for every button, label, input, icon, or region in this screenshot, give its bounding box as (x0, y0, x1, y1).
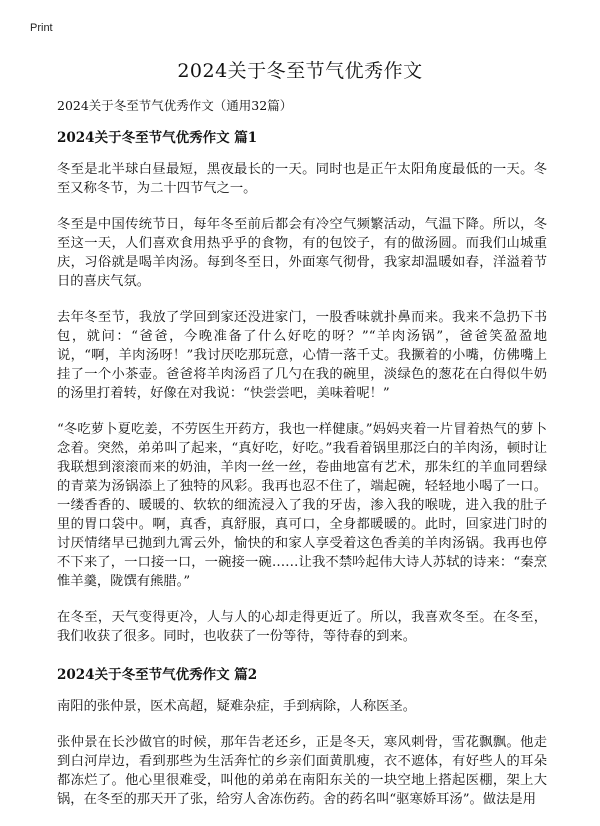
paragraph: 去年冬至节，我放了学回到家还没进家门，一股香味就扑鼻而来。我来不急扔下书包，就问：“爸爸，今晚准备了什么好吃的呀？”“羊肉汤锅”，爸爸笑盈盈地说，“啊，羊肉汤呀！”我讨厌吃那玩意，心情一落千丈。我撅着的小嘴，仿佛嘴上挂了一个小茶壶。爸爸将羊肉汤舀了几勺在我的碗里，淡绿色的葱花在白得似牛奶的汤里打着转，好像在对我说：“快尝尝吧，美味着呢！” (57, 310, 547, 401)
print-label: Print (30, 22, 53, 34)
document-title: 2024关于冬至节气优秀作文 (177, 60, 423, 82)
paragraph: 张仲景在长沙做官的时候，那年告老还乡，正是冬天，寒风刺骨，雪花飘飘。他走到白河岸边，看到那些为生活奔忙的乡亲们面黄肌瘦，衣不遮体，有好些人的耳朵都冻烂了。他心里很难受，叫他的弟弟在南阳东关的一块空地上搭起医棚，架上大锅，在冬至的那天开了张，给穷人舍冻伤药。舍的药名叫“驱寒娇耳汤”。做法是用 (57, 735, 547, 807)
section-heading-2: 2024关于冬至节气优秀作文 篇2 (57, 667, 258, 683)
article-body (57, 118, 547, 826)
document-subtitle: 2024关于冬至节气优秀作文（通用32篇） (57, 98, 293, 113)
paragraph: 在冬至，天气变得更冷，人与人的心却走得更近了。所以，我喜欢冬至。在冬至，我们收获了很多。同时，也收获了一份等待，等待春的到来。 (57, 610, 547, 644)
paragraph: 冬至是中国传统节日，每年冬至前后都会有冷空气频繁活动，气温下降。所以，冬至这一天，人们喜欢食用热乎乎的食物，有的包饺子，有的做汤圆。而我们山城重庆，习俗就是喝羊肉汤。每到冬至日，外面寒气彻骨，我家却温暖如春，洋溢着节日的喜庆气氛。 (57, 217, 547, 289)
paragraph: 南阳的张仲景，医术高超，疑难杂症，手到病除，人称医圣。 (57, 699, 417, 714)
paragraph: “冬吃萝卜夏吃姜，不劳医生开药方，我也一样健康。”妈妈夹着一片冒着热气的萝卜念着。突然，弟弟叫了起来，“真好吃，好吃。”我看着锅里那泛白的羊肉汤，顿时让我联想到滚滚而来的奶油，羊肉一丝一丝，卷曲地富有艺术，那朱红的羊血同碧绿的青菜为汤锅添上了独特的风彩。我再也忍不住了，端起碗，轻轻地小喝了一口。一缕香香的、暖暖的、软软的细流浸入了我的牙齿，渗入我的喉咙，进入我的肚子里的胃口袋中。啊，真香，真舒服，真可口，全身都暖暖的。此时，回家进门时的讨厌情绪早已抛到九霄云外，愉快的和家人享受着这色香美的羊肉汤锅。我再也停不下来了，一口接一口，一碗接一碗……让我不禁吟起伟大诗人苏轼的诗来：“秦烹惟羊羹，陇馔有熊腊。” (57, 422, 547, 589)
paragraph: 冬至是北半球白昼最短，黑夜最长的一天。同时也是正午太阳角度最低的一天。冬至又称冬节，为二十四节气之一。 (57, 162, 547, 196)
section-heading-1: 2024关于冬至节气优秀作文 篇1 (57, 130, 258, 146)
